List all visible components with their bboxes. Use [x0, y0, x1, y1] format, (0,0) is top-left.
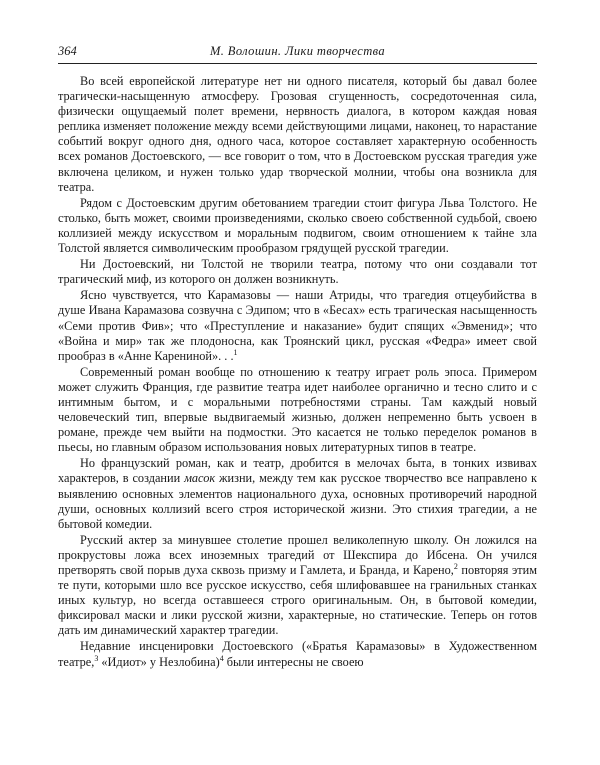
italic-word: масок [184, 471, 216, 486]
page-number: 364 [58, 44, 77, 58]
running-head: М. Волошин. Лики творчества [209, 44, 386, 58]
paragraph: Ни Достоевский, ни Толстой не творили театра, потому что они создавали тот трагический миф, из которого он должен возникнуть. [58, 257, 537, 287]
paragraph: Рядом с Достоевским другим обетованием трагедии стоит фигура Льва Толстого. Не столько, быть может, своими произведениями, сколько своею собственной судьбой, своею коллизией между искусством и моральным подвигом, своим отношением к тайне зла Толстой является символическим прообразом грядущей русской трагедии. [58, 195, 537, 256]
body-text [58, 74, 537, 671]
footnote-marker: 4 [219, 653, 224, 663]
paragraph: Ясно чувствуется, что Карамазовы — наши Атриды, что трагедия отцеубийства в душе Ивана Карамазова созвучна с Эдипом; что в «Бесах» есть трагическая насыщенность «Семи против Фив»; что «Преступление и наказание» будит спящих «Эвменид»; что «Война и мир» так же плодоносна, как Троянский цикл, русская «Федра» имеет свой прообраз в «Анне Карениной». . .$^1$ [58, 288, 537, 363]
footnote-marker: 3 [94, 653, 99, 663]
footnote-marker: 2 [453, 561, 458, 571]
paragraph: Современный роман вообще по отношению к театру играет роль эпоса. Примером может служить Франция, где развитие театра идет наиболее органично и тесно слито и с интимным бытом, и с моральными потребностями страны. Там каждый новый человеческий тип, впервые выдвигаемый жизнью, должен непременно быть усвоен в романе, прежде чем выйти на подмостки. Это касается не только переделок романов в пьесы, но главным образом использования новых литературных типов в театре. [58, 364, 537, 455]
paragraph: Русский актер за минувшее столетие прошел великолепную школу. Он ложился на прокрустовы ложа всех иноземных трагедий от Шекспира до Ибсена. Он учился претворять свой порыв духа сквозь призму и Гамлета, и Бранда, и Карено,$^2$ повторяя этим те пути, которыми шло все русское искусство, себя шлифовавшее на гранильных станках иных культур, но всегда оставшееся строго оригинальным. Он, в бытовой комедии, фиксировал маски и лики русской жизни, характерные, но статические. Теперь он готов дать им динамический характер трагедии. [58, 532, 538, 638]
paragraph: Во всей европейской литературе нет ни одного писателя, который бы давал более трагически-насыщенную атмосферу. Грозовая сгущенность, сосредоточенная сила, физически ощущаемый полет времени, нервность диалога, в котором каждая новая реплика изменяет положение между всеми действующими лицами, наконец, то нарастание событий вокруг одного дня, одного часа, которое составляет характерную особенность всех романов Достоевского, — все говорит о том, что в Достоевском русская трагедия уже включена целиком, и нужен только удар творческой молнии, чтобы она возникла для театра. [58, 74, 537, 194]
paragraph: Но французский роман, как и театр, дробится в мелочах быта, в тонких извивах характеров, в создании масок жизни, между тем как русское творчество все направлено к выявлению основных элементов национального духа, основных противоречий народной души, основных коллизий всего строя исторической жизни. Это стихия трагедии, а не бытовой комедии. [58, 456, 537, 531]
footnote-marker: 1 [233, 347, 238, 357]
header-rule [58, 63, 537, 64]
paragraph: Недавние инсценировки Достоевского («Братья Карамазовы» в Художественном театре,$^3$ «Идиот» у Незлобина)$^4$ были интересны не своею [58, 639, 537, 669]
page-header [58, 44, 537, 62]
